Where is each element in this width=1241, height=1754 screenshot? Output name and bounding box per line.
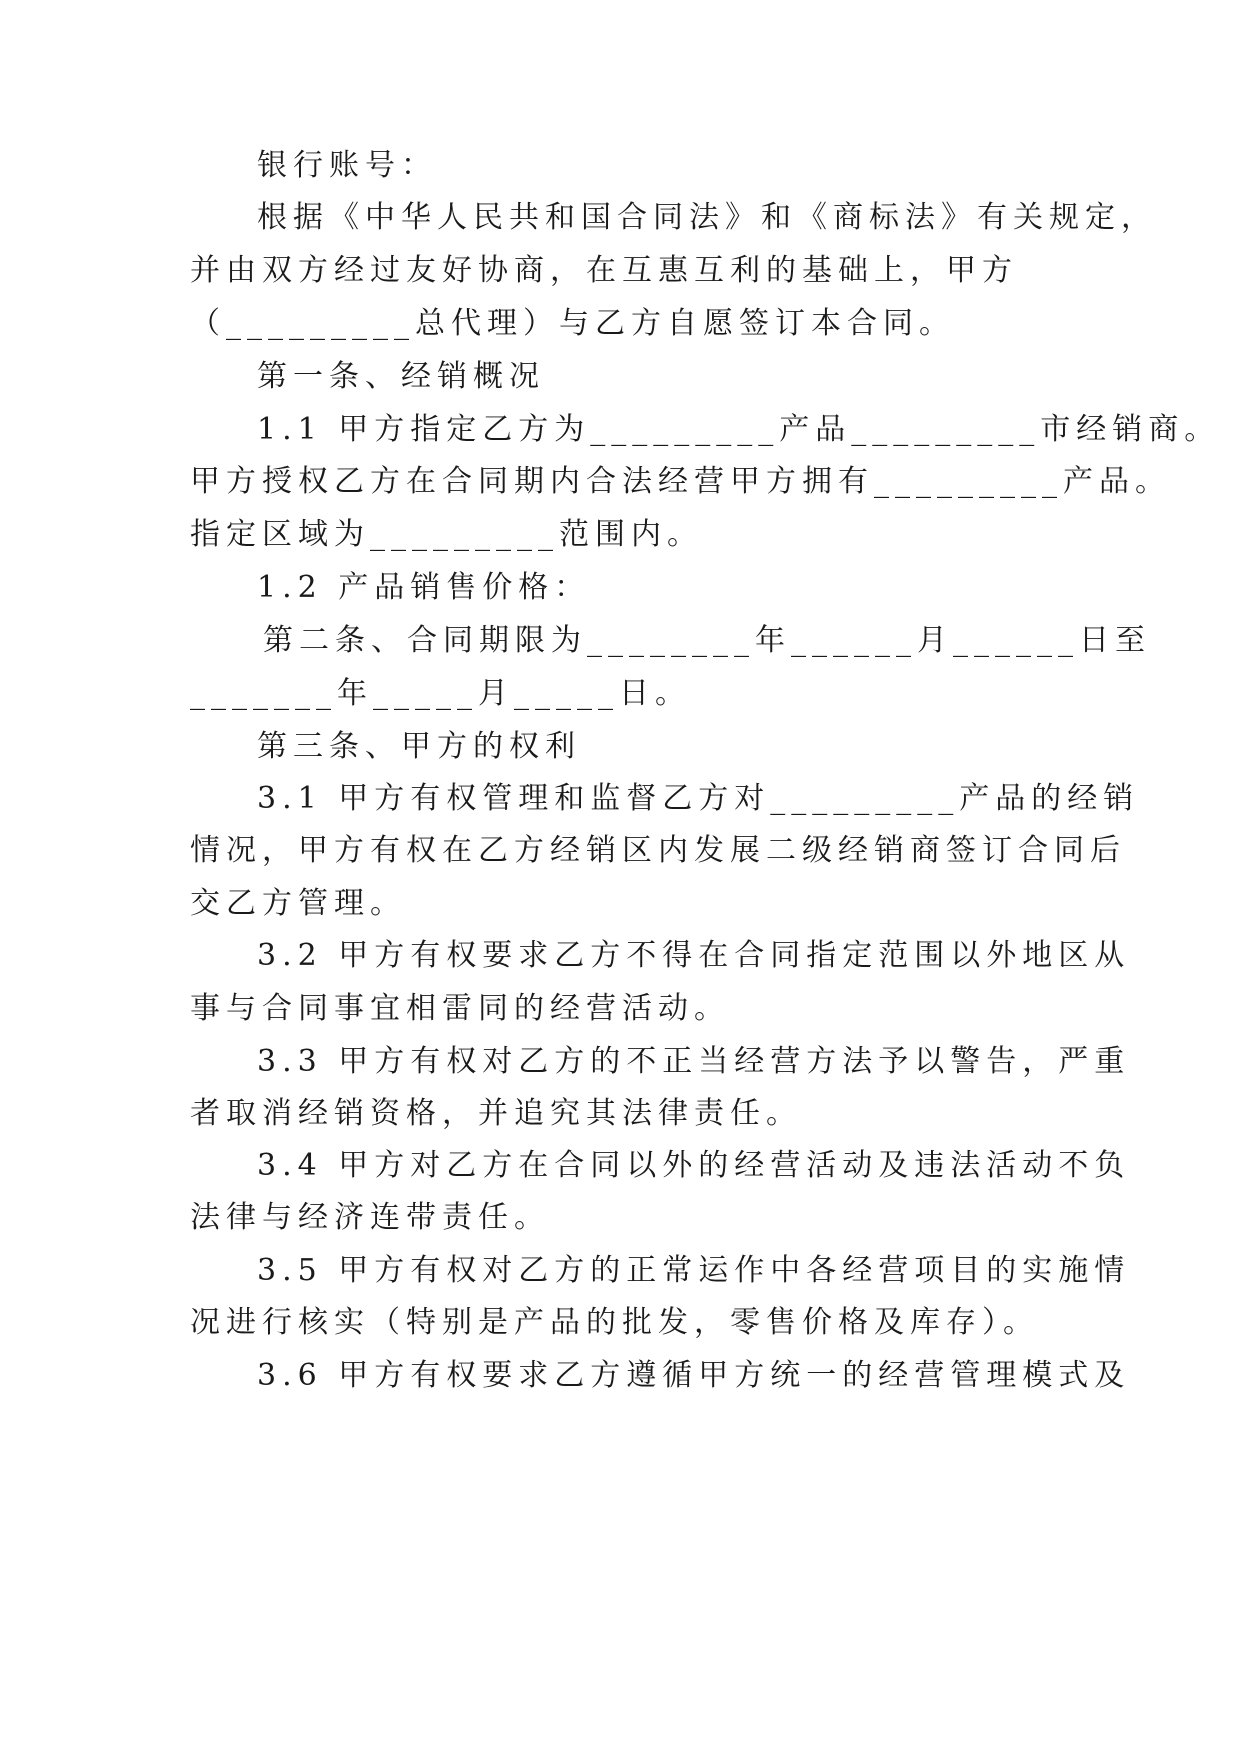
clause-3-4-line-1: 3.4 甲方对乙方在合同以外的经营活动及违法活动不负 [257, 1148, 1131, 1183]
preamble-line-1: 根据《中华人民共和国合同法》和《商标法》有关规定， [257, 200, 1157, 235]
clause-1-1-line-2: 甲方授权乙方在合同期内合法经营甲方拥有_________产品。 [190, 464, 1171, 499]
preamble-line-2: 并由双方经过友好协商，在互惠互利的基础上，甲方 [190, 253, 1018, 288]
clause-3-5-line-1: 3.5 甲方有权对乙方的正常运作中各经营项目的实施情 [257, 1253, 1131, 1288]
clause-3-2-line-2: 事与合同事宜相雷同的经营活动。 [190, 991, 730, 1026]
clause-1-1-line-1: 1.1 甲方指定乙方为_________产品_________市经销商。 [257, 412, 1221, 447]
preamble-line-3: （_________总代理）与乙方自愿签订本合同。 [190, 306, 955, 341]
clause-3-1-line-3: 交乙方管理。 [190, 886, 406, 921]
clause-3-5-line-2: 况进行核实（特别是产品的批发，零售价格及库存）。 [190, 1305, 1039, 1340]
clause-1-2: 1.2 产品销售价格： [257, 570, 591, 605]
clause-3-3-line-1: 3.3 甲方有权对乙方的不正当经营方法予以警告，严重 [257, 1044, 1131, 1079]
clause-3-2-line-1: 3.2 甲方有权要求乙方不得在合同指定范围以外地区从 [257, 938, 1131, 973]
clause-3-6-line-1: 3.6 甲方有权要求乙方遵循甲方统一的经营管理模式及 [257, 1358, 1131, 1393]
article-2-line-2: _______年_____月_____日。 [190, 676, 691, 711]
clause-1-1-line-3: 指定区域为_________范围内。 [190, 517, 703, 552]
clause-3-3-line-2: 者取消经销资格，并追究其法律责任。 [190, 1096, 802, 1131]
article-1-heading: 第一条、经销概况 [257, 359, 545, 394]
clause-3-1-line-1: 3.1 甲方有权管理和监督乙方对_________产品的经销 [257, 781, 1140, 816]
bank-account-label: 银行账号： [257, 148, 437, 183]
clause-3-4-line-2: 法律与经济连带责任。 [190, 1200, 550, 1235]
clause-3-1-line-2: 情况，甲方有权在乙方经销区内发展二级经销商签订合同后 [190, 833, 1126, 868]
article-3-heading: 第三条、甲方的权利 [257, 729, 581, 764]
article-2-line-1: 第二条、合同期限为________年______月______日至 [263, 623, 1151, 658]
